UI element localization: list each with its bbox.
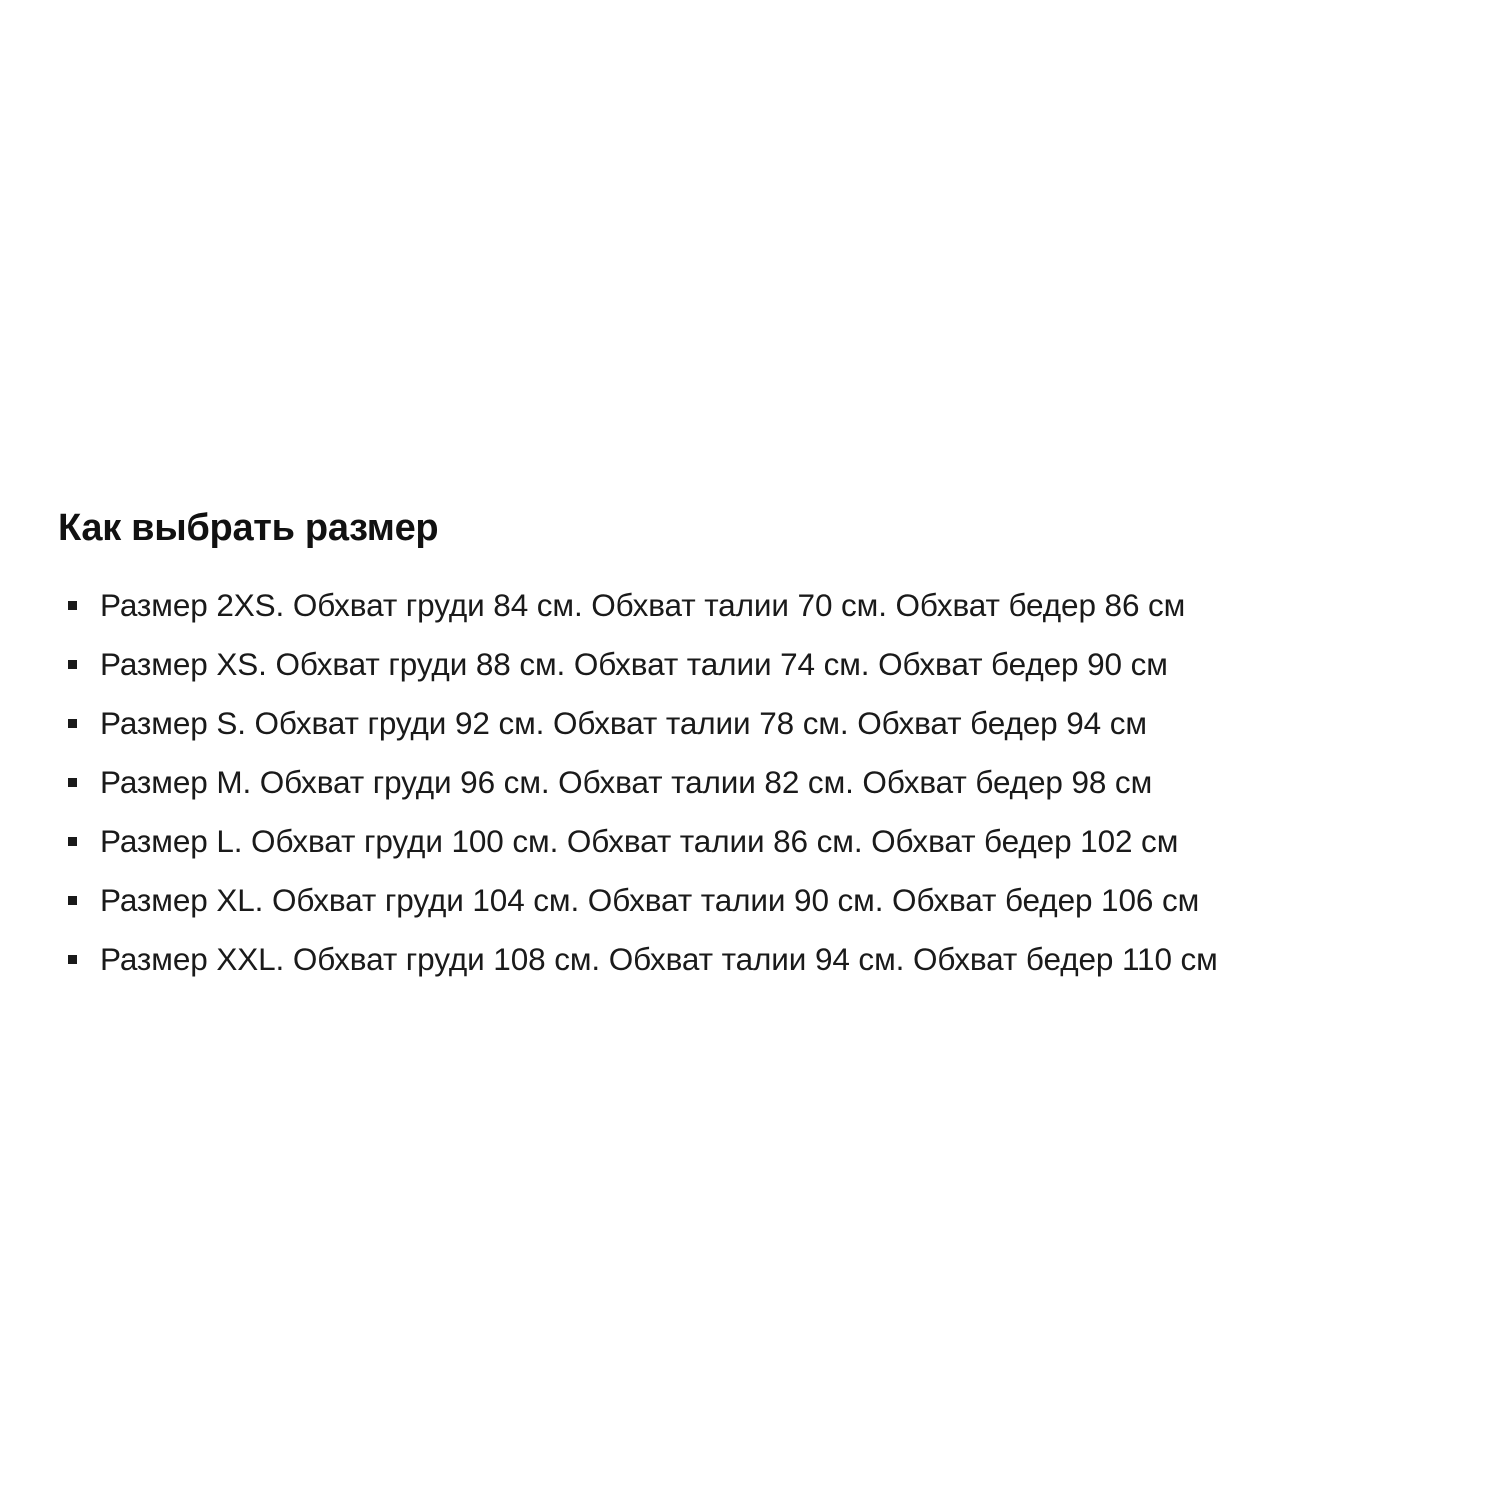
size-item-text: Размер XXL. Обхват груди 108 см. Обхват талии 94 см. Обхват бедер 110 см	[100, 941, 1218, 977]
list-item	[58, 871, 1478, 930]
size-item-text: Размер S. Обхват груди 92 см. Обхват талии 78 см. Обхват бедер 94 см	[100, 705, 1147, 741]
list-item	[58, 576, 1478, 635]
bullet-icon	[68, 837, 77, 846]
bullet-icon	[68, 719, 77, 728]
size-item-text: Размер XS. Обхват груди 88 см. Обхват талии 74 см. Обхват бедер 90 см	[100, 646, 1168, 682]
list-item	[58, 694, 1478, 753]
size-item-text: Размер L. Обхват груди 100 см. Обхват талии 86 см. Обхват бедер 102 см	[100, 823, 1179, 859]
list-item	[58, 930, 1478, 989]
list-item	[58, 635, 1478, 694]
bullet-icon	[68, 955, 77, 964]
size-item-text: Размер XL. Обхват груди 104 см. Обхват талии 90 см. Обхват бедер 106 см	[100, 882, 1200, 918]
list-item	[58, 753, 1478, 812]
bullet-icon	[68, 778, 77, 787]
size-guide-title: Как выбрать размер	[58, 507, 439, 549]
bullet-icon	[68, 896, 77, 905]
size-guide	[58, 500, 1478, 989]
size-list	[58, 576, 1478, 989]
size-item-text: Размер M. Обхват груди 96 см. Обхват талии 82 см. Обхват бедер 98 см	[100, 764, 1153, 800]
size-item-text: Размер 2XS. Обхват груди 84 см. Обхват талии 70 см. Обхват бедер 86 см	[100, 587, 1186, 623]
bullet-icon	[68, 660, 77, 669]
list-item	[58, 812, 1478, 871]
bullet-icon	[68, 601, 77, 610]
